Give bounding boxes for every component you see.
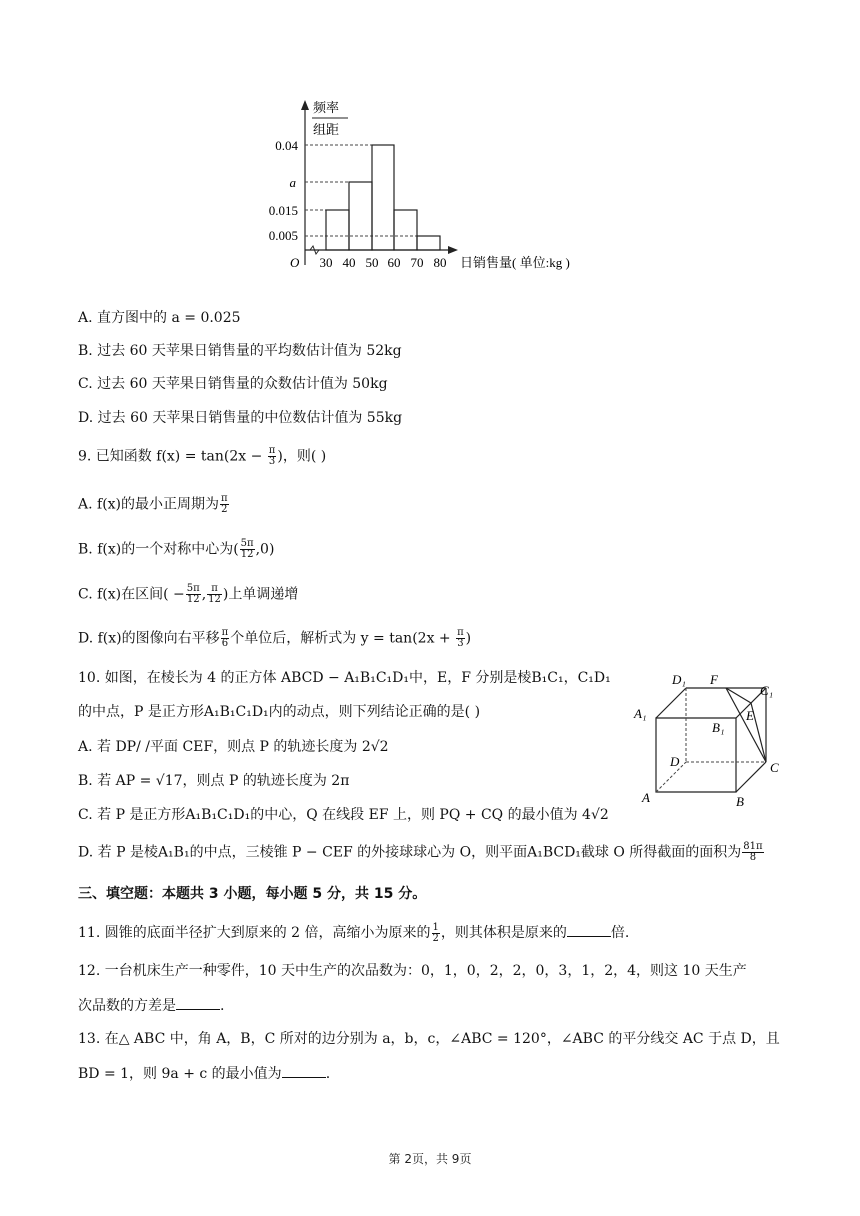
denominator: 6 bbox=[221, 638, 229, 649]
origin-label: O bbox=[290, 255, 300, 270]
answer-blank[interactable] bbox=[567, 922, 611, 937]
fraction bbox=[207, 584, 222, 605]
answer-blank[interactable] bbox=[176, 995, 220, 1010]
q11-text: ，则其体积是原来的 bbox=[440, 925, 567, 941]
fraction bbox=[220, 494, 229, 515]
numerator: 5π bbox=[186, 583, 200, 594]
denominator: 3 bbox=[457, 638, 464, 649]
q12-text: . bbox=[220, 998, 225, 1014]
q13-line2 bbox=[78, 1063, 330, 1084]
q12-line2 bbox=[78, 995, 224, 1016]
cube-label: D bbox=[670, 754, 680, 769]
q9-option-text: 个单位后，解析式为 y = tan(2x + bbox=[230, 630, 456, 647]
q8-option-b: B. 过去 60 天苹果日销售量的平均数估计值为 52kg bbox=[78, 343, 402, 359]
y-axis-label-top: 频率 bbox=[313, 100, 340, 115]
cube-figure bbox=[630, 668, 790, 818]
cube-label: B₁ bbox=[712, 720, 725, 735]
numerator: 81π bbox=[743, 841, 763, 852]
cube-label: D₁ bbox=[672, 672, 686, 687]
q11-text: 11. 圆锥的底面半径扩大到原来的 2 倍，高缩小为原来的 bbox=[78, 925, 431, 941]
q9-stem bbox=[78, 446, 326, 467]
q13-text: . bbox=[325, 1066, 331, 1082]
q9-option-b bbox=[78, 539, 274, 560]
q10-option-a: A. 若 DP/ /平面 CEF，则点 P 的轨迹长度为 2√2 bbox=[78, 739, 389, 755]
fraction bbox=[186, 584, 201, 605]
cube-label: C₁ bbox=[760, 683, 774, 698]
y-tick-label: a bbox=[289, 175, 296, 190]
fraction bbox=[456, 628, 465, 649]
fraction bbox=[432, 923, 440, 944]
denominator: 3 bbox=[268, 456, 276, 467]
q10-option-b: B. 若 AP = √17，则点 P 的轨迹长度为 2π bbox=[78, 773, 350, 789]
q9-stem-text: )，则( ) bbox=[277, 448, 327, 465]
numerator: π bbox=[268, 445, 276, 456]
y-tick-label: 0.005 bbox=[268, 228, 298, 243]
q9-option-text: D. f(x)的图像向右平移 bbox=[78, 630, 220, 647]
q12-text: 次品数的方差是 bbox=[78, 998, 176, 1014]
x-tick-label: 60 bbox=[387, 255, 401, 270]
fraction bbox=[221, 628, 230, 649]
q9-option-text: )上单调递增 bbox=[222, 586, 299, 603]
cube-label: A bbox=[642, 790, 650, 805]
numerator: 1 bbox=[432, 921, 439, 933]
cube-label: C bbox=[770, 760, 779, 775]
denominator: 8 bbox=[749, 852, 757, 863]
q8-option-c: C. 过去 60 天苹果日销售量的众数估计值为 50kg bbox=[78, 376, 388, 392]
cube-label: E bbox=[746, 708, 754, 723]
denominator: 2 bbox=[432, 932, 439, 944]
q10-option-d bbox=[78, 842, 765, 863]
q9-option-text: C. f(x)在区间( − bbox=[78, 586, 185, 603]
q9-option-c bbox=[78, 584, 298, 605]
cube-label: B bbox=[736, 794, 744, 809]
q9-option-text: B. f(x)的一个对称中心为( bbox=[78, 541, 239, 558]
numerator: 5π bbox=[240, 538, 254, 549]
numerator: π bbox=[221, 493, 228, 504]
denominator: 2 bbox=[221, 504, 228, 515]
numerator: π bbox=[457, 627, 464, 638]
denominator: 12 bbox=[240, 549, 254, 560]
denominator: 12 bbox=[186, 594, 200, 605]
fraction bbox=[240, 539, 255, 560]
histogram-bar bbox=[372, 145, 394, 250]
cube-label: A₁ bbox=[634, 706, 647, 721]
q9-stem-text: 9. 已知函数 f(x) = tan(2x − bbox=[78, 448, 267, 465]
q8-option-d: D. 过去 60 天苹果日销售量的中位数估计值为 55kg bbox=[78, 410, 403, 426]
histogram-bar bbox=[417, 236, 440, 250]
answer-blank[interactable] bbox=[282, 1063, 326, 1078]
q10-stem-line2: 的中点，P 是正方形A₁B₁C₁D₁内的动点，则下列结论正确的是( ) bbox=[78, 704, 481, 720]
q10-option-text: D. 若 P 是棱A₁B₁的中点，三棱锥 P − CEF 的外接球球心为 O，则平面A₁BCD₁截球 O 所得截面的面积为 bbox=[78, 844, 742, 861]
q10-stem-line1: 10. 如图，在棱长为 4 的正方体 ABCD − A₁B₁C₁D₁中，E，F 分别是棱B₁C₁，C₁D₁ bbox=[78, 670, 611, 686]
q9-option-text: ,0) bbox=[255, 541, 275, 558]
comma: , bbox=[201, 586, 207, 603]
cube-label: F bbox=[710, 672, 718, 687]
histogram-bar bbox=[394, 210, 417, 250]
q9-option-text: A. f(x)的最小正周期为 bbox=[78, 496, 220, 513]
denominator: 12 bbox=[208, 594, 221, 605]
q8-option-a: A. 直方图中的 a = 0.025 bbox=[78, 310, 241, 326]
x-tick-label: 80 bbox=[433, 255, 447, 270]
page-footer: 第 2页，共 9页 bbox=[388, 1152, 472, 1166]
q9-option-a bbox=[78, 494, 230, 515]
section-heading: 三、填空题：本题共 3 小题，每小题 5 分，共 15 分。 bbox=[78, 886, 427, 902]
y-tick-label: 0.04 bbox=[275, 138, 298, 153]
x-tick-label: 30 bbox=[319, 255, 333, 270]
y-axis-label-bottom: 组距 bbox=[313, 122, 340, 137]
q10-option-c: C. 若 P 是正方形A₁B₁C₁D₁的中心，Q 在线段 EF 上，则 PQ + CQ 的最小值为 4√2 bbox=[78, 807, 609, 823]
x-tick-label: 40 bbox=[342, 255, 356, 270]
fraction bbox=[742, 842, 763, 863]
x-tick-label: 70 bbox=[410, 255, 424, 270]
x-axis-label: 日销售量( 单位:kg ) bbox=[460, 255, 570, 270]
q12-line1: 12. 一台机床生产一种零件，10 天中生产的次品数为：0，1，0，2，2，0，3，1，2，4，则这 10 天生产 bbox=[78, 963, 747, 979]
q11-text: 倍. bbox=[610, 925, 630, 941]
q9-option-text: ) bbox=[465, 630, 472, 647]
q9-option-d bbox=[78, 628, 471, 649]
q13-text: BD = 1，则 9a + c 的最小值为 bbox=[78, 1066, 282, 1082]
histogram-figure bbox=[0, 90, 860, 370]
numerator: π bbox=[221, 627, 229, 638]
histogram-bar bbox=[349, 182, 372, 250]
numerator: π bbox=[207, 584, 222, 595]
q13-line1: 13. 在△ ABC 中，角 A，B，C 所对的边分别为 a，b，c，∠ABC = 120°，∠ABC 的平分线交 AC 于点 D，且 bbox=[78, 1031, 780, 1047]
histogram-bar bbox=[326, 210, 349, 250]
x-tick-label: 50 bbox=[365, 255, 379, 270]
q11 bbox=[78, 922, 629, 944]
fraction bbox=[268, 446, 277, 467]
y-tick-label: 0.015 bbox=[268, 203, 298, 218]
